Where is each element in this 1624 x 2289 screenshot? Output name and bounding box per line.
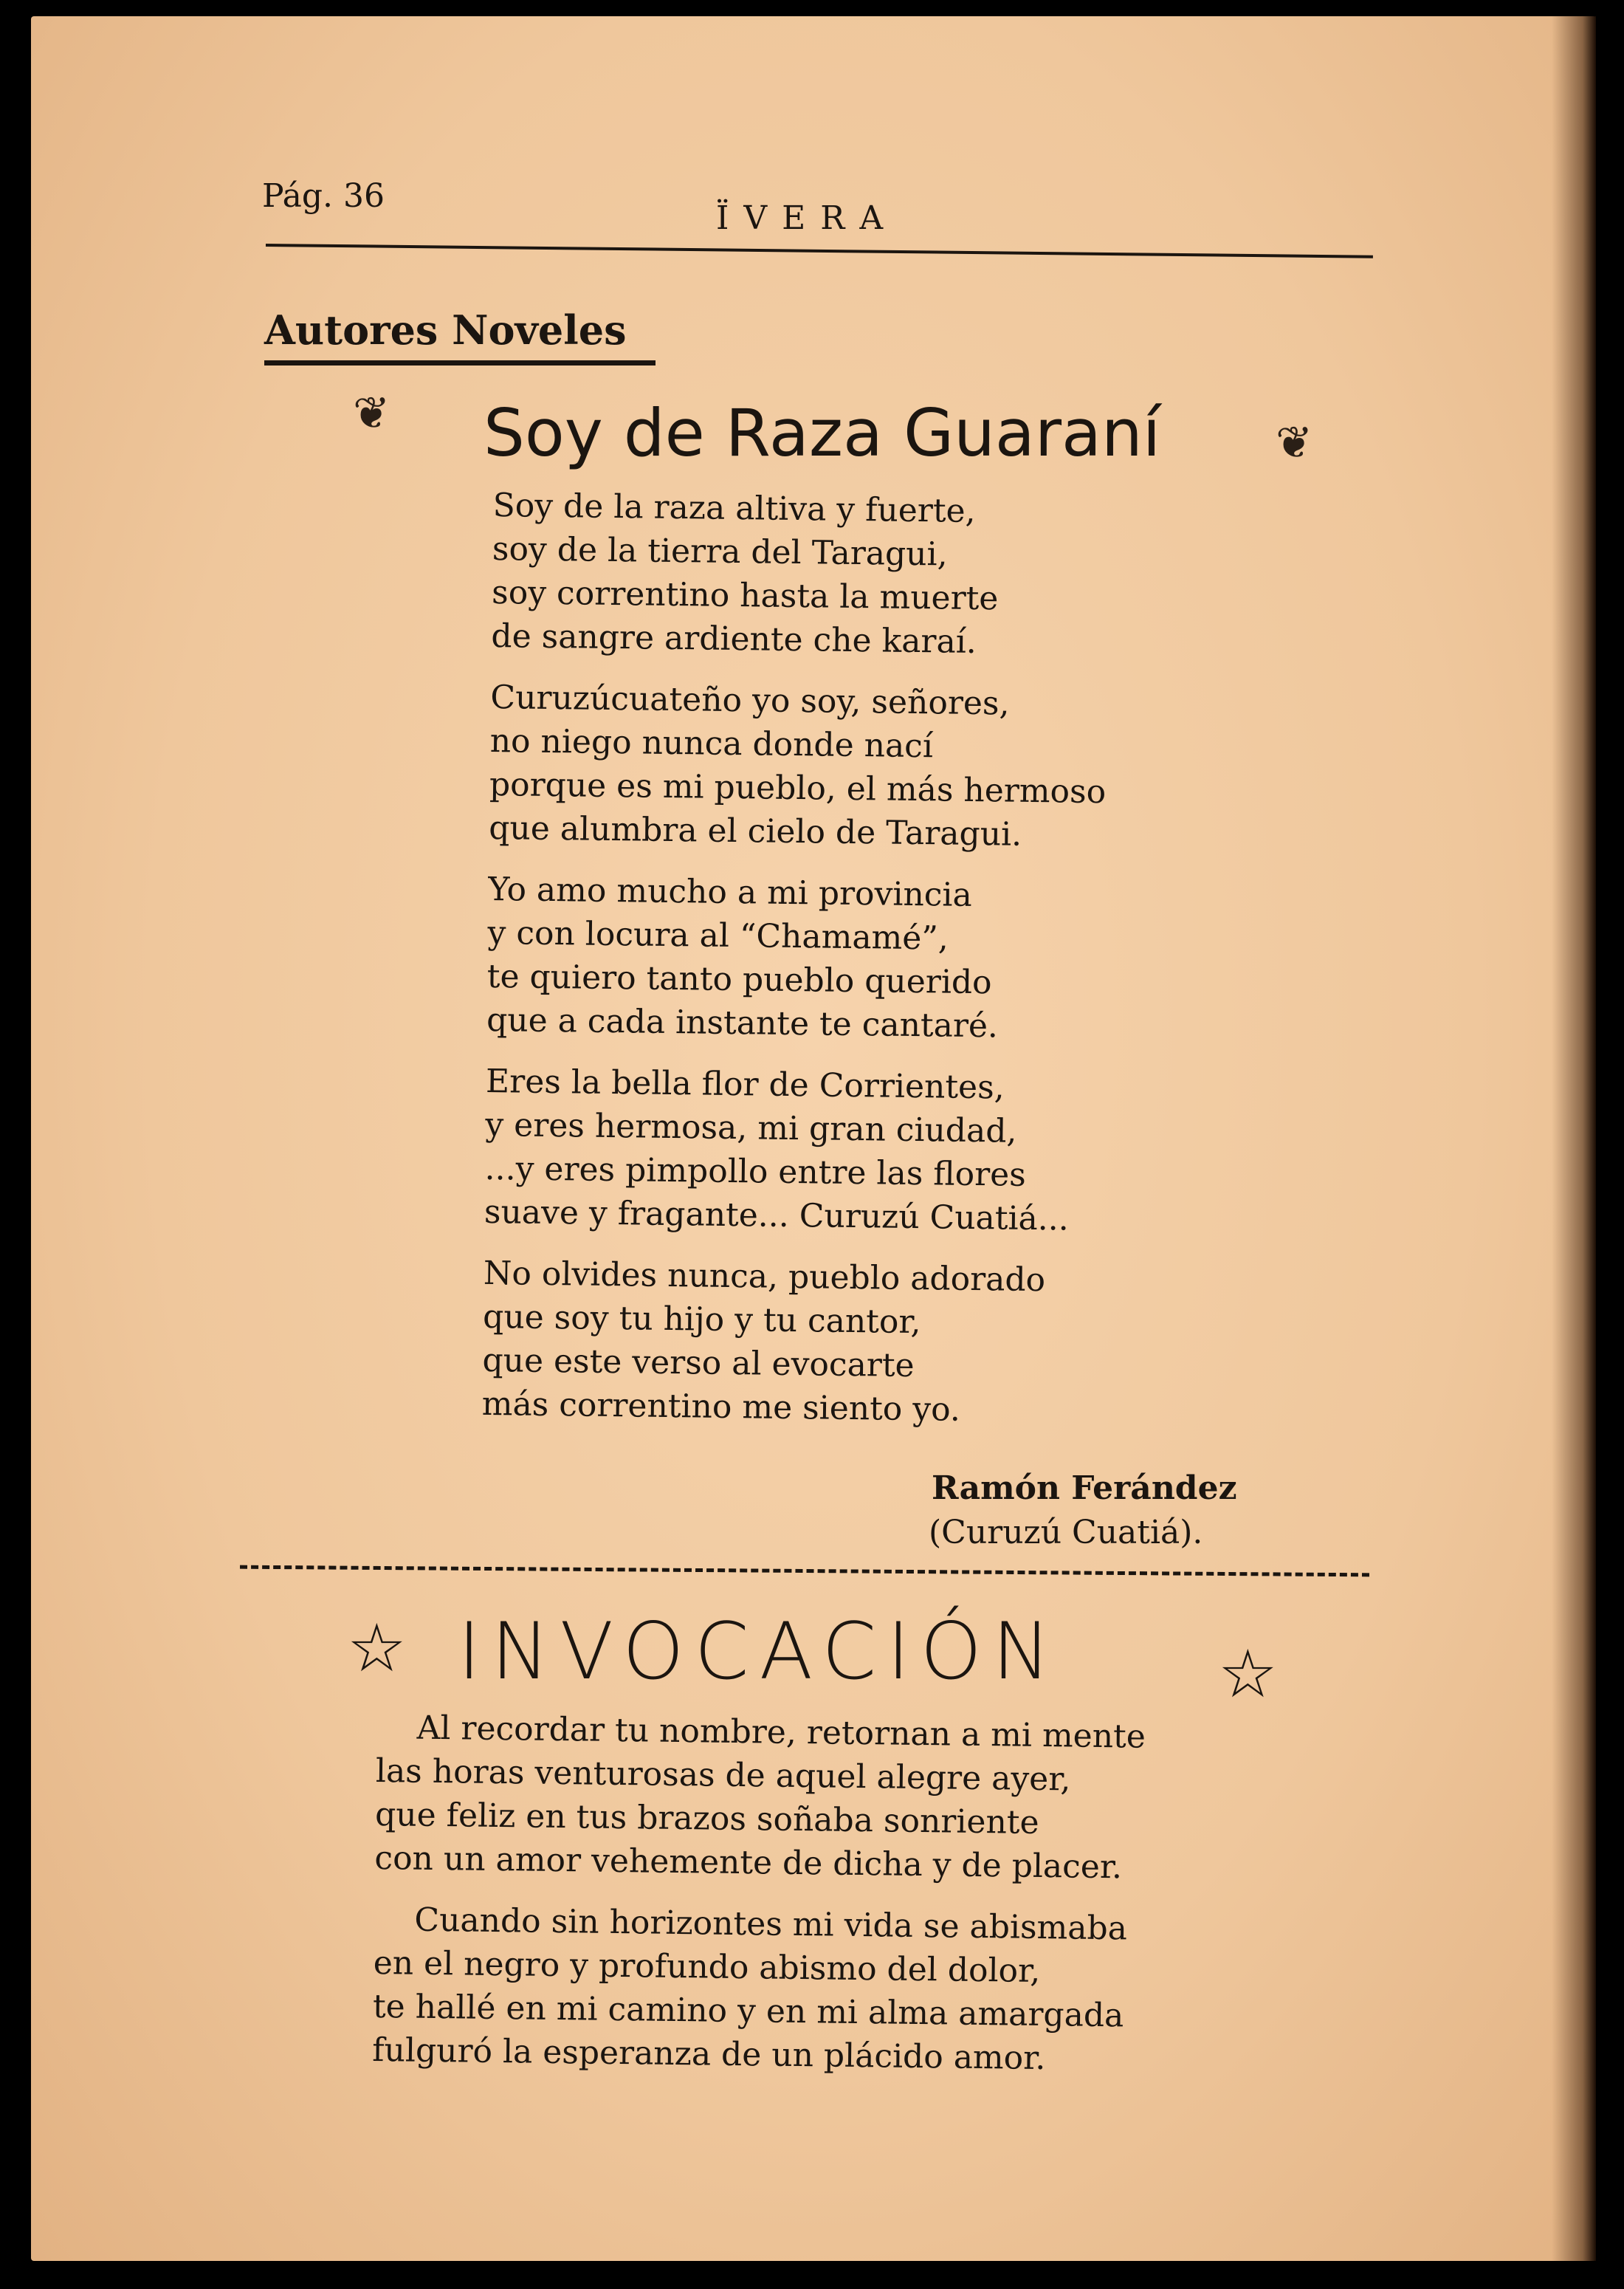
poem-author-place: (Curuzú Cuatiá). xyxy=(929,1514,1203,1551)
poem-line: las horas venturosas de aquel alegre ayer, xyxy=(375,1751,1071,1799)
poem-body xyxy=(481,484,1109,1451)
poem-line: Al recordar tu nombre, retornan a mi mente xyxy=(416,1709,1146,1756)
poem-line: que soy tu hijo y tu cantor, xyxy=(482,1297,921,1342)
poem-line: más correntino me siento yo. xyxy=(481,1384,961,1429)
stanza xyxy=(484,1060,1103,1241)
fleuron-icon: ❦ xyxy=(1276,417,1313,469)
poem-author: Ramón Ferández xyxy=(932,1469,1237,1507)
star-icon: ☆ xyxy=(347,1610,407,1687)
poem-line: porque es mi pueblo, el más hermoso xyxy=(489,765,1107,811)
poem-body xyxy=(372,1706,1146,2099)
poem-line: que alumbra el cielo de Taragui. xyxy=(488,809,1022,854)
poem-title: Soy de Raza Guaraní xyxy=(484,395,1161,471)
stanza xyxy=(372,1898,1143,2082)
poem-line: Eres la bella flor de Corrientes, xyxy=(485,1062,1005,1107)
poem-line: Yo amo mucho a mi provincia xyxy=(487,870,973,914)
page-number: Pág. 36 xyxy=(262,177,385,215)
section-heading: Autores Noveles xyxy=(264,306,627,354)
poem-line: ...y eres pimpollo entre las flores xyxy=(484,1149,1027,1194)
stanza xyxy=(481,1252,1100,1433)
poem-line: y con locura al “Chamamé”, xyxy=(487,913,949,958)
poem-line: no niego nunca donde nací xyxy=(489,721,934,766)
poem-line: soy correntino hasta la muerte xyxy=(491,573,999,618)
poem-line: que este verso al evocarte xyxy=(482,1341,915,1385)
poem-line: te hallé en mi camino y en mi alma amargada xyxy=(372,1987,1124,2035)
poem-line: Curuzúcuateño yo soy, señores, xyxy=(490,678,1010,723)
poem-line: Soy de la raza altiva y fuerte, xyxy=(492,486,976,530)
poem-line: que feliz en tus brazos soñaba sonriente xyxy=(374,1795,1039,1842)
poem-line: y eres hermosa, mi gran ciudad, xyxy=(485,1105,1017,1150)
poem-line: soy de la tierra del Taragui, xyxy=(492,529,948,574)
poem-line: suave y fragante... Curuzú Cuatiá... xyxy=(484,1192,1070,1238)
stanza xyxy=(491,484,1109,665)
section-underline xyxy=(264,360,656,366)
masthead: ÏVERA xyxy=(716,199,898,237)
poem-line: No olvides nunca, pueblo adorado xyxy=(483,1254,1046,1300)
star-icon: ☆ xyxy=(1218,1636,1278,1713)
poem-line: que a cada instante te cantaré. xyxy=(486,1001,999,1046)
poem-line: te quiero tanto pueblo querido xyxy=(486,957,992,1002)
poem-line: fulguró la esperanza de un plácido amor. xyxy=(371,2031,1046,2078)
poem-line: Cuando sin horizontes mi vida se abismaba xyxy=(414,1901,1128,1948)
stanza xyxy=(374,1706,1146,1890)
poem-title: INVOCACIÓN xyxy=(458,1606,1062,1697)
stanza xyxy=(486,868,1105,1049)
fleuron-icon: ❦ xyxy=(353,388,390,439)
stanza xyxy=(489,676,1107,857)
poem-line: en el negro y profundo abismo del dolor, xyxy=(373,1943,1041,1991)
poem-line: de sangre ardiente che karaí. xyxy=(491,617,977,662)
poem-line: con un amor vehemente de dicha y de placer. xyxy=(374,1839,1123,1887)
page-spine-shadow xyxy=(1552,16,1596,2261)
